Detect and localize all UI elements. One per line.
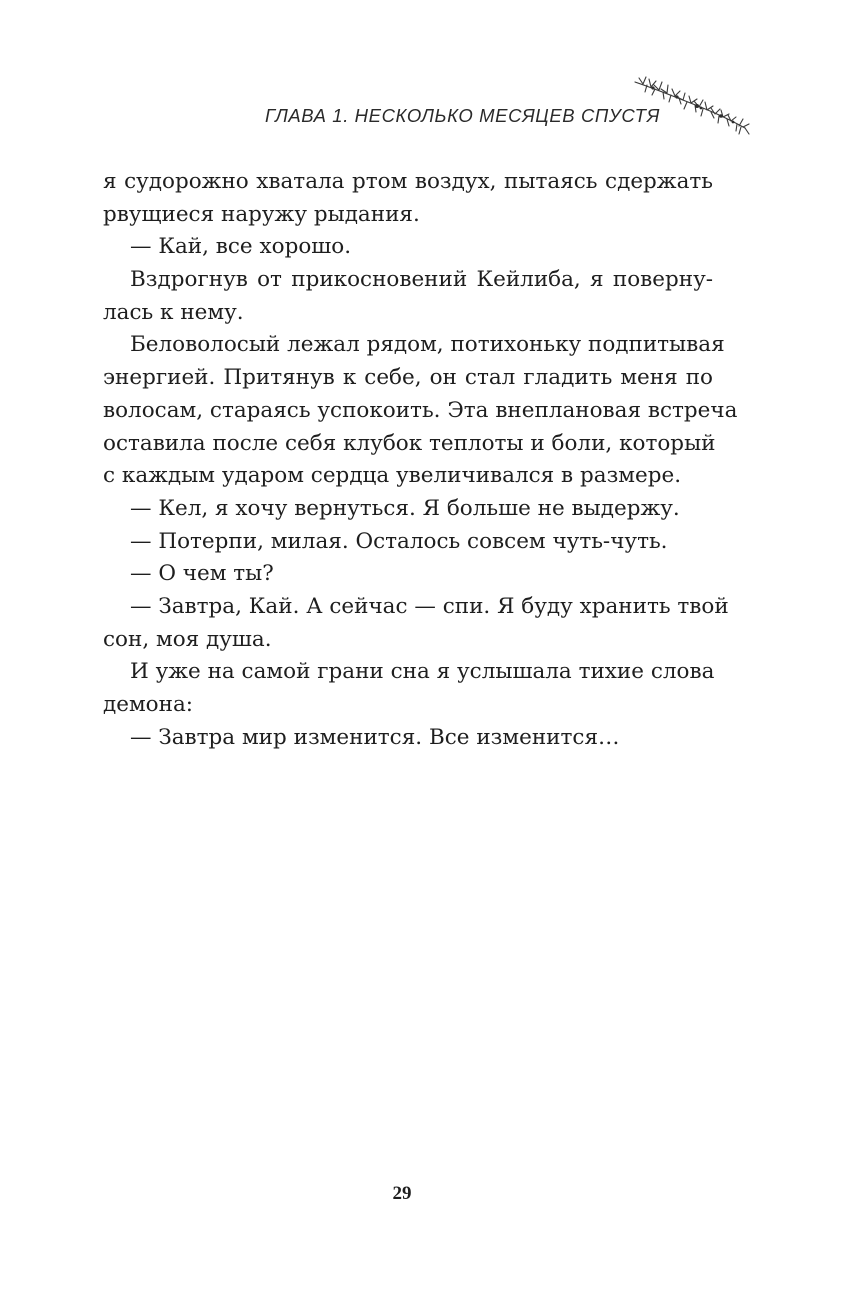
text-line: — Завтра мир изменится. Все изменится… [130,724,620,750]
branch-ornament-icon [633,70,753,150]
text-line: с каждым ударом сердца увеличивался в размере. [103,463,682,489]
text-line: — Кел, я хочу вернуться. Я больше не выдержу. [130,495,680,521]
text-line: демона: [103,692,194,717]
page-number: 29 [392,1183,412,1204]
text-line: Беловолосый лежал рядом, потихоньку подпитывая [130,332,725,358]
text-line: волосам, стараясь успокоить. Эта внеплановая встреча [103,397,738,423]
body-text [103,166,738,754]
text-line: рвущиеся наружу рыдания. [103,201,420,227]
text-line: — О чем ты? [130,561,274,587]
text-line: Вздрогнув от прикосновений Кейлиба, я поверну- [130,267,713,293]
text-line: И уже на самой грани сна я услышала тихие слова [130,659,715,685]
text-line: я судорожно хватала ртом воздух, пытаясь сдержать [103,169,713,194]
text-line: энергией. Притянув к себе, он стал гладить меня по [103,365,713,391]
text-line: — Завтра, Кай. А сейчас — спи. Я буду хранить твой [130,593,729,619]
text-line: лась к нему. [103,299,244,325]
text-line: оставила после себя клубок теплоты и боли, который [103,430,716,456]
text-line: — Потерпи, милая. Осталось совсем чуть-чуть. [130,528,668,554]
text-line: сон, моя душа. [103,626,272,652]
text-line: — Кай, все хорошо. [130,234,352,260]
running-head: ГЛАВА 1. НЕСКОЛЬКО МЕСЯЦЕВ СПУСТЯ [265,105,660,126]
